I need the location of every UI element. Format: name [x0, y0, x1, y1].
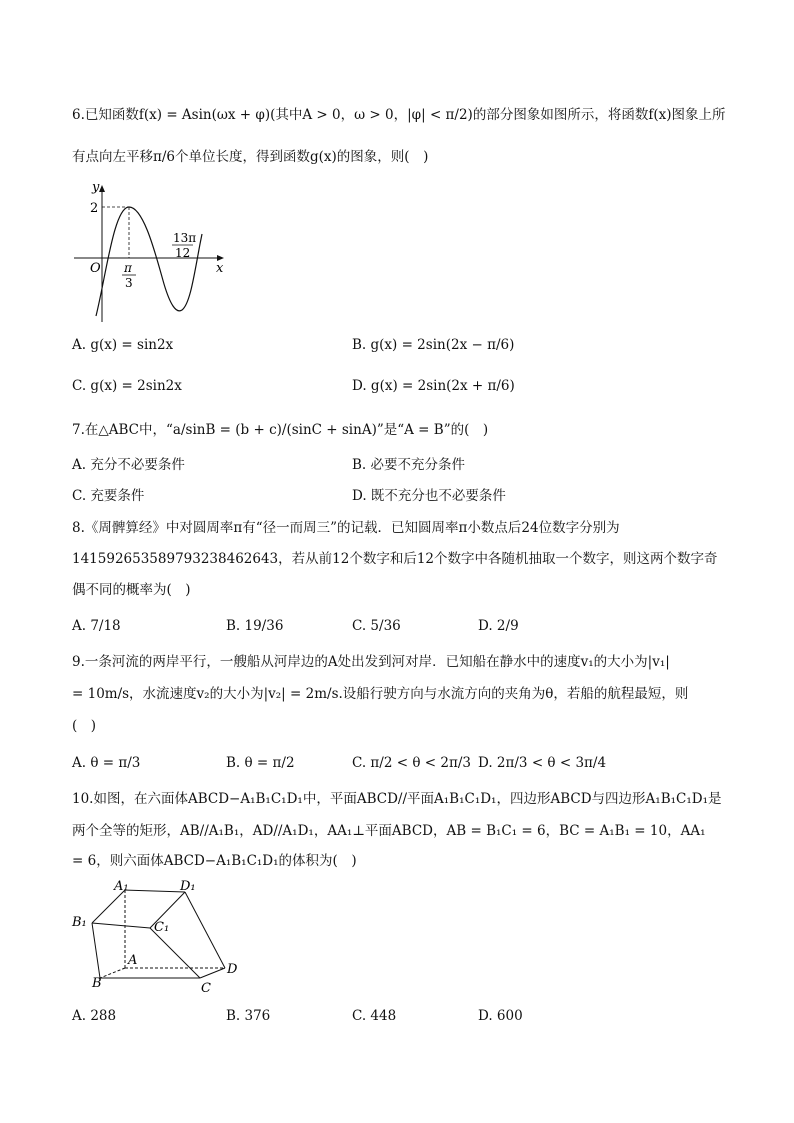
q9-option-c[interactable]: C. π/2 < θ < 2π/3	[352, 755, 471, 771]
q10-option-d[interactable]: D. 600	[478, 1008, 523, 1024]
q10-option-a[interactable]: A. 288	[72, 1008, 117, 1024]
sine-curve	[96, 207, 202, 316]
q8-stem-line2: 141592653589793238462643，若从前12个数字和后12个数字中各随机抽取一个数字，则这两个数字奇	[72, 551, 718, 567]
q10-stem-line1: 10.如图，在六面体ABCD−A₁B₁C₁D₁中，平面ABCD//平面A₁B₁C₁D₁，四边形ABCD与四边形A₁B₁C₁D₁是	[72, 791, 722, 807]
q7-option-b[interactable]: B. 必要不充分条件	[352, 457, 466, 473]
edge-d1-d	[185, 892, 225, 968]
q8-option-c[interactable]: C. 5/36	[352, 618, 401, 634]
q8-option-d[interactable]: D. 2/9	[478, 618, 519, 634]
q6-option-a[interactable]: A. g(x) = sin2x	[72, 337, 174, 353]
vertex-a-label: A	[128, 953, 138, 968]
max-value-label: 2	[90, 201, 99, 216]
q8-option-b[interactable]: B. 19/36	[226, 618, 284, 634]
q8-stem-line3: 偶不同的概率为( )	[72, 582, 191, 598]
x-axis-label: x	[216, 261, 224, 276]
q6-stem-line2: 有点向左平移π/6个单位长度，得到函数g(x)的图象，则( )	[72, 149, 429, 165]
vertex-b1-label: B₁	[72, 915, 87, 930]
edge-a1-d1	[125, 890, 185, 892]
q10-stem-line2: 两个全等的矩形，AB//A₁B₁，AD//A₁D₁，AA₁⊥平面ABCD，AB = B₁C₁ = 6，BC = A₁B₁ = 10，AA₁	[72, 823, 706, 839]
q10-hexahedron-figure	[70, 878, 250, 998]
q8-stem-line1: 8.《周髀算经》中对圆周率π有“径一而周三”的记载．已知圆周率π小数点后24位数字分别为	[72, 520, 620, 536]
q6-stem-line1: 6.已知函数f(x) = Asin(ωx + φ)(其中A > 0，ω > 0，|φ| < π/2)的部分图象如图所示，将函数f(x)图象上所	[72, 107, 726, 123]
q9-option-d[interactable]: D. 2π/3 < θ < 3π/4	[478, 755, 607, 771]
q7-stem: 7.在△ABC中，“a/sinB = (b + c)/(sinC + sinA)”是“A = B”的( )	[72, 422, 489, 438]
edge-b1-c1	[92, 923, 150, 928]
edge-c1-c	[150, 928, 200, 978]
vertex-b-label: B	[92, 976, 102, 991]
q6-sine-graph	[66, 176, 236, 326]
x1-denominator: 3	[125, 276, 133, 290]
q10-option-c[interactable]: C. 448	[352, 1008, 397, 1024]
q7-option-a[interactable]: A. 充分不必要条件	[72, 457, 185, 473]
vertex-c1-label: C₁	[154, 920, 170, 935]
q9-stem-line3: ( )	[72, 718, 97, 734]
y-axis-arrow	[99, 185, 105, 192]
edge-a-b	[100, 968, 125, 978]
edge-b1-b	[92, 923, 100, 978]
q9-option-a[interactable]: A. θ = π/3	[72, 755, 141, 771]
q10-option-b[interactable]: B. 376	[226, 1008, 271, 1024]
q8-option-a[interactable]: A. 7/18	[72, 618, 121, 634]
x2-denominator: 12	[175, 246, 191, 260]
x1-numerator: π	[124, 261, 132, 275]
vertex-d-label: D	[227, 962, 238, 977]
q9-stem-line2: = 10m/s，水流速度v₂的大小为|v₂| = 2m/s.设船行驶方向与水流方向的夹角为θ，若船的航程最短，则	[72, 686, 689, 702]
q6-option-b[interactable]: B. g(x) = 2sin(2x − π/6)	[352, 337, 515, 353]
vertex-a1-label: A₁	[114, 879, 129, 894]
q6-option-d[interactable]: D. g(x) = 2sin(2x + π/6)	[352, 378, 515, 394]
q7-option-d[interactable]: D. 既不充分也不必要条件	[352, 488, 506, 504]
q9-stem-line1: 9.一条河流的两岸平行，一艘船从河岸边的A处出发到河对岸．已知船在静水中的速度v₁的大小为|v₁|	[72, 654, 670, 670]
x2-numerator: 13π	[173, 231, 197, 245]
origin-label: O	[90, 261, 101, 276]
q6-option-c[interactable]: C. g(x) = 2sin2x	[72, 378, 182, 394]
edge-a1-b1	[92, 890, 125, 923]
q7-option-c[interactable]: C. 充要条件	[72, 488, 145, 504]
vertex-d1-label: D₁	[180, 879, 196, 894]
edge-c-d	[200, 968, 225, 978]
vertex-c-label: C	[201, 981, 211, 996]
q9-option-b[interactable]: B. θ = π/2	[226, 755, 295, 771]
y-axis-label: y	[92, 180, 100, 195]
q10-stem-line3: = 6，则六面体ABCD−A₁B₁C₁D₁的体积为( )	[72, 853, 357, 869]
